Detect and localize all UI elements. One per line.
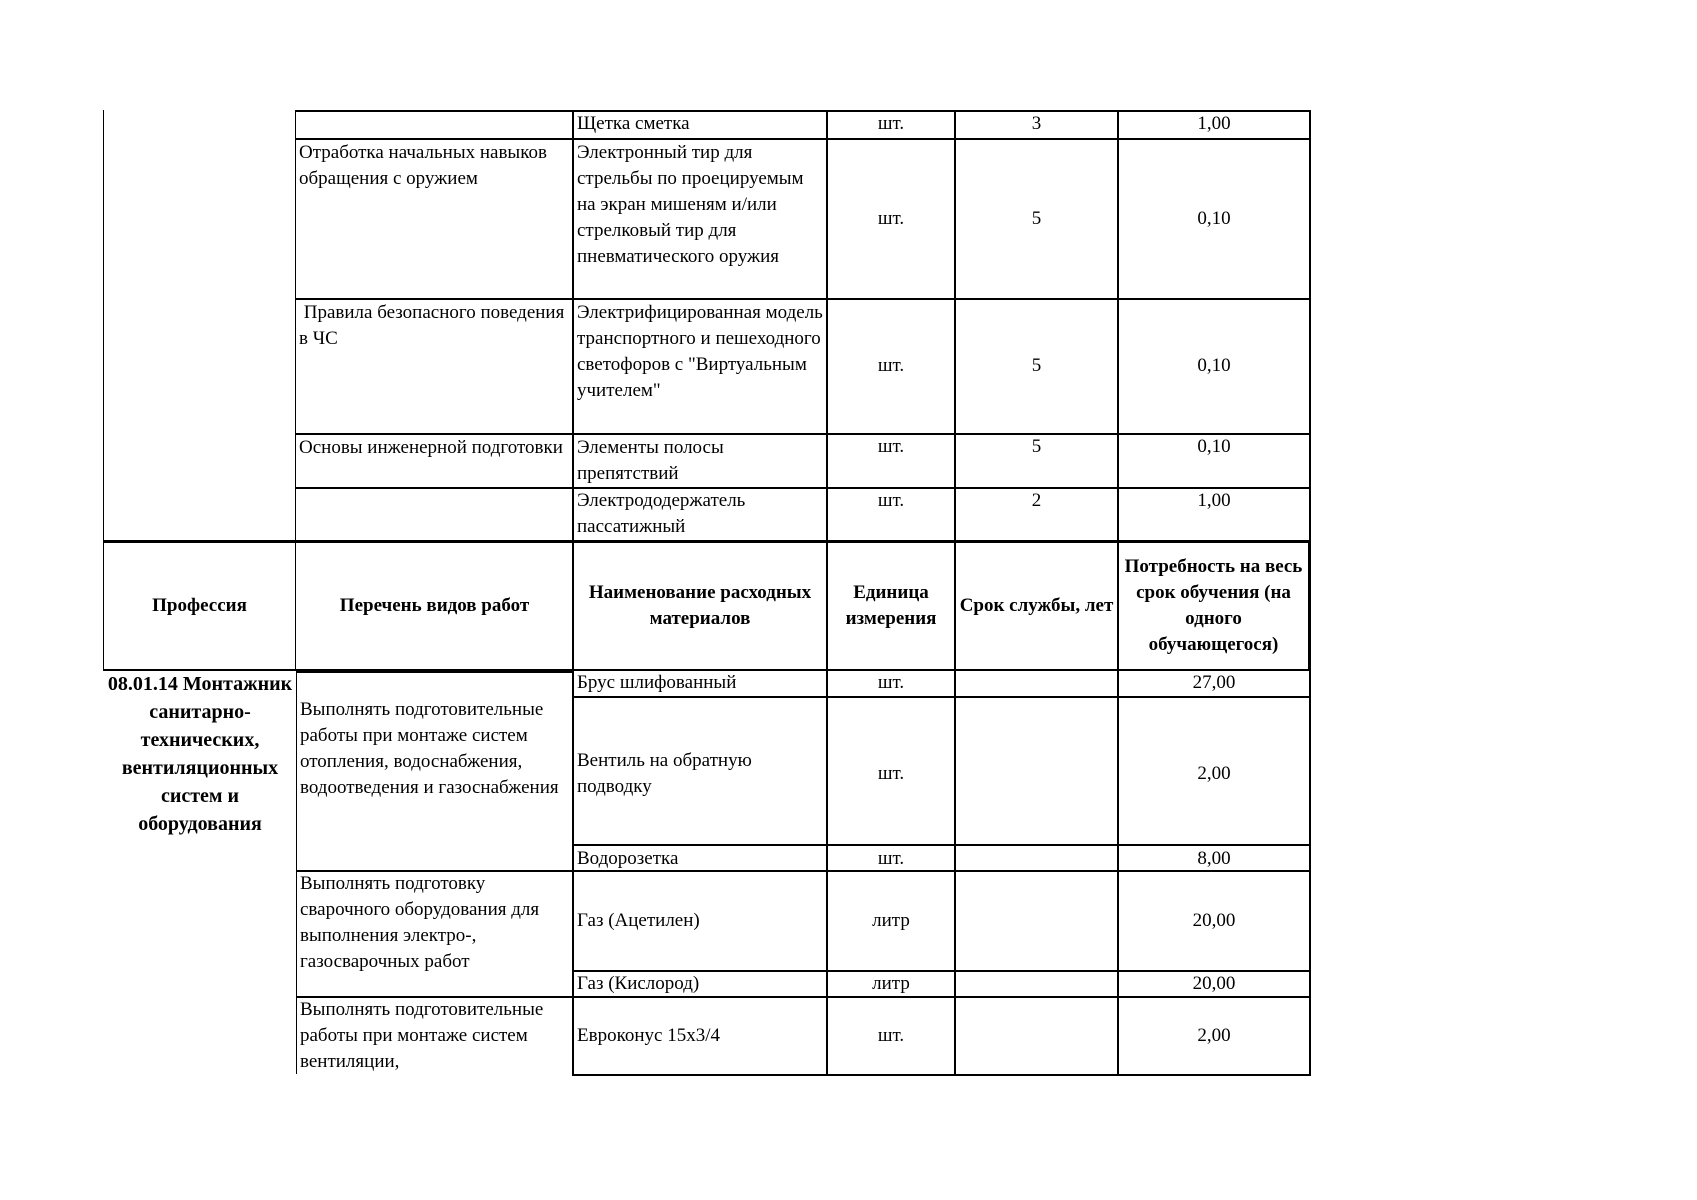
- life-cell: 5: [1031, 436, 1042, 457]
- item-cell: Вентиль на обратную подводку: [577, 750, 752, 797]
- unit-cell: шт.: [877, 1025, 905, 1046]
- need-cell: 0,10: [1197, 208, 1231, 229]
- need-cell: 2,00: [1197, 763, 1231, 784]
- need-cell: 0,10: [1197, 355, 1231, 376]
- unit-cell: шт.: [877, 490, 905, 511]
- unit-cell: шт.: [877, 763, 905, 784]
- profession-cell: 08.01.14 Монтажник санитарно-технических, вентиляционных систем и оборудования: [107, 673, 293, 835]
- header-profession: Профессия: [152, 595, 247, 616]
- header-materials: Наименование расходных материалов: [588, 582, 812, 629]
- header-unit: Единица измерения: [845, 582, 937, 629]
- work-cell: Выполнять подготовительные работы при монтаже систем отопления, водоснабжения, водоотведения и газоснабжения: [300, 699, 559, 798]
- need-cell: 1,00: [1197, 490, 1231, 511]
- need-cell: 2,00: [1197, 1025, 1231, 1046]
- need-cell: 8,00: [1197, 848, 1231, 869]
- unit-cell: шт.: [877, 355, 905, 376]
- work-cell: Отработка начальных навыков обращения с оружием: [299, 142, 547, 189]
- table-border: [295, 110, 296, 671]
- life-cell: 5: [1031, 355, 1042, 376]
- unit-cell: литр: [872, 973, 910, 994]
- unit-cell: литр: [872, 910, 910, 931]
- life-cell: 3: [1031, 113, 1042, 134]
- item-cell: Электрифицированная модель транспортного и пешеходного светофоров с "Виртуальным учителем": [577, 302, 823, 401]
- unit-cell: шт.: [877, 848, 905, 869]
- table-border: [296, 670, 573, 673]
- item-cell: Электрододержатель пассатижный: [577, 490, 746, 537]
- life-cell: 5: [1031, 208, 1042, 229]
- need-cell: 20,00: [1192, 973, 1236, 994]
- life-cell: 2: [1031, 490, 1042, 511]
- unit-cell: шт.: [877, 672, 905, 693]
- need-cell: 20,00: [1192, 910, 1236, 931]
- unit-cell: шт.: [877, 436, 905, 457]
- item-cell: Газ (Ацетилен): [577, 910, 700, 931]
- work-cell: Основы инженерной подготовки: [299, 437, 563, 458]
- header-works: Перечень видов работ: [339, 595, 530, 616]
- item-cell: Газ (Кислород): [577, 973, 700, 994]
- item-cell: Водорозетка: [577, 848, 679, 869]
- item-cell: Элементы полосы препятствий: [577, 437, 724, 484]
- work-cell: Правила безопасного поведения в ЧС: [299, 302, 570, 349]
- item-cell: Электронный тир для стрельбы по проецируемым на экран мишеням и/или стрелковый тир для пневматического оружия: [577, 142, 804, 267]
- work-cell: Выполнять подготовительные работы при монтаже систем вентиляции,: [300, 999, 544, 1072]
- item-cell: Евроконус 15х3/4: [577, 1025, 720, 1046]
- header-need: Потребность на весь срок обучения (на одного обучающегося): [1124, 556, 1303, 655]
- work-cell: Выполнять подготовку сварочного оборудования для выполнения электро-, газосварочных работ: [300, 873, 540, 972]
- table-border: [1308, 540, 1311, 670]
- table-border: [572, 1074, 1311, 1076]
- item-cell: Брус шлифованный: [577, 672, 737, 693]
- need-cell: 27,00: [1192, 672, 1236, 693]
- need-cell: 0,10: [1197, 436, 1231, 457]
- table-border: [572, 696, 1311, 698]
- unit-cell: шт.: [877, 113, 905, 134]
- unit-cell: шт.: [877, 208, 905, 229]
- item-cell: Щетка сметка: [577, 113, 690, 134]
- need-cell: 1,00: [1197, 113, 1231, 134]
- header-life: Срок службы, лет: [959, 595, 1114, 616]
